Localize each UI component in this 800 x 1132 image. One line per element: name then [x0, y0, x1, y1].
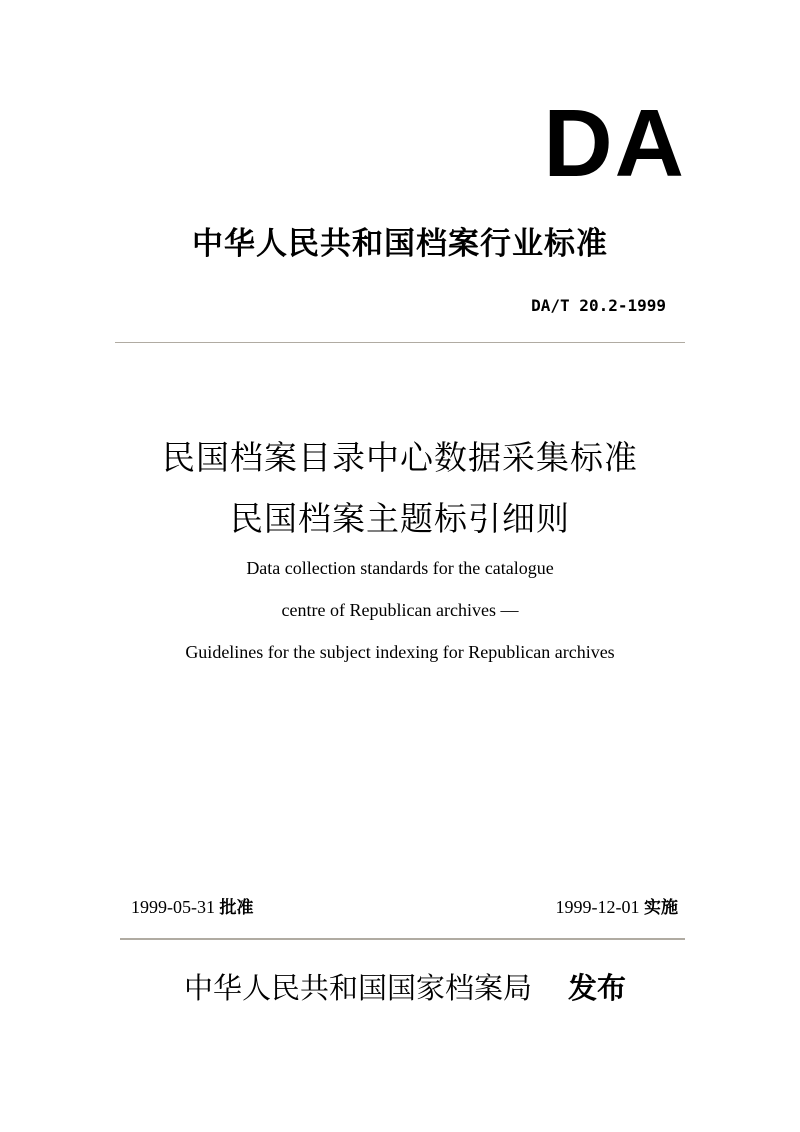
english-title-line-2: centre of Republican archives —	[281, 600, 519, 620]
chinese-title-line-2: 民国档案主题标引细则	[230, 499, 570, 538]
da-logo: DA	[543, 90, 686, 197]
issuer-name: 中华人民共和国国家档案局	[184, 971, 533, 1005]
effective-date-value: 1999-12-01	[555, 897, 640, 917]
approval-date-value: 1999-05-31	[131, 897, 215, 917]
issue-label: 发布	[568, 971, 627, 1005]
effective-date	[556, 893, 679, 918]
industry-standard-title: 中华人民共和国档案行业标准	[192, 226, 608, 262]
top-divider	[115, 342, 685, 343]
english-title-line-1: Data collection standards for the catalogue	[246, 558, 554, 578]
effective-label: 实施	[644, 898, 678, 918]
approval-label: 批准	[219, 898, 254, 918]
approval-date	[131, 893, 254, 918]
chinese-title-line-1: 民国档案目录中心数据采集标准	[162, 438, 638, 477]
bottom-divider	[120, 938, 685, 940]
standard-code: DA/T 20.2-1999	[531, 296, 666, 315]
english-title-line-3: Guidelines for the subject indexing for Republican archives	[185, 642, 615, 662]
